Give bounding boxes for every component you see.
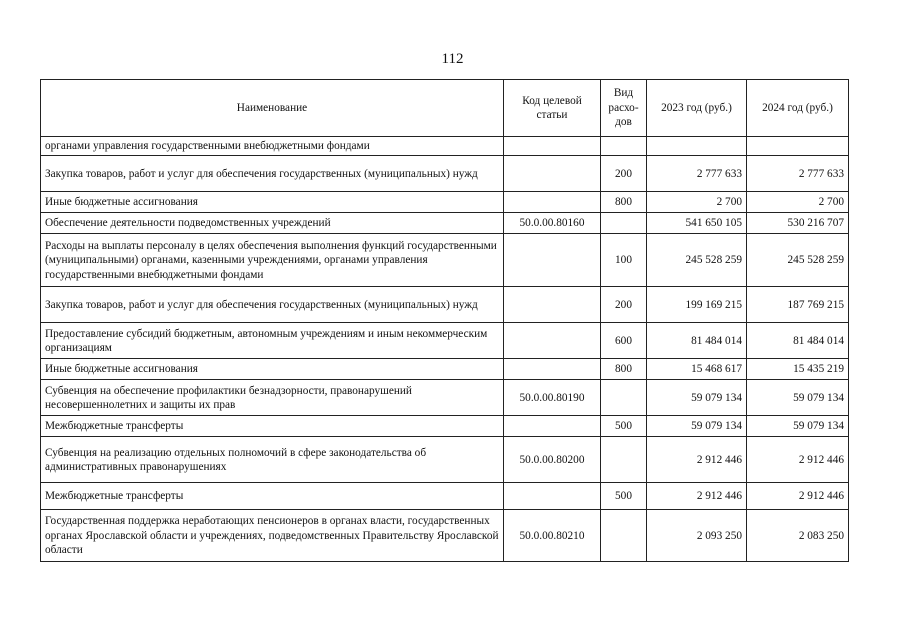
row-code-cell bbox=[504, 416, 601, 437]
row-name-cell: Иные бюджетные ассигнования bbox=[41, 359, 504, 380]
row-2024-cell: 2 083 250 bbox=[747, 510, 849, 562]
row-2023-cell: 59 079 134 bbox=[647, 380, 747, 416]
row-2024-cell bbox=[747, 137, 849, 156]
row-code-cell bbox=[504, 323, 601, 359]
row-2024-cell: 245 528 259 bbox=[747, 234, 849, 287]
row-2024-cell: 81 484 014 bbox=[747, 323, 849, 359]
header-name: Наименование bbox=[41, 80, 504, 137]
row-kind-cell: 800 bbox=[601, 192, 647, 213]
row-code-cell: 50.0.00.80210 bbox=[504, 510, 601, 562]
table-row bbox=[41, 213, 849, 234]
row-2024-cell: 2 700 bbox=[747, 192, 849, 213]
row-name-cell: Субвенция на обеспечение профилактики безнадзорности, правонарушений несовершеннолетних и защиты их прав bbox=[41, 380, 504, 416]
page-number: 112 bbox=[441, 51, 464, 67]
row-2023-cell: 2 700 bbox=[647, 192, 747, 213]
table-row bbox=[41, 510, 849, 562]
header-2024: 2024 год (руб.) bbox=[747, 80, 849, 137]
table-row bbox=[41, 137, 849, 156]
row-code-cell bbox=[504, 137, 601, 156]
row-kind-cell bbox=[601, 137, 647, 156]
table-row bbox=[41, 359, 849, 380]
row-code-cell: 50.0.00.80190 bbox=[504, 380, 601, 416]
row-code-cell bbox=[504, 287, 601, 323]
row-name-cell: Закупка товаров, работ и услуг для обеспечения государственных (муниципальных) нужд bbox=[41, 156, 504, 192]
row-2023-cell bbox=[647, 137, 747, 156]
row-name-cell: Предоставление субсидий бюджетным, автономным учреждениям и иным некоммерческим организациям bbox=[41, 323, 504, 359]
row-name-cell: Субвенция на реализацию отдельных полномочий в сфере законодательства об административных правонарушениях bbox=[41, 437, 504, 483]
row-kind-cell: 500 bbox=[601, 416, 647, 437]
row-2024-cell: 59 079 134 bbox=[747, 380, 849, 416]
row-code-cell bbox=[504, 483, 601, 510]
table-body bbox=[41, 137, 849, 562]
row-kind-cell bbox=[601, 380, 647, 416]
row-2023-cell: 2 912 446 bbox=[647, 437, 747, 483]
row-name-cell: органами управления государственными внебюджетными фондами bbox=[41, 137, 504, 156]
row-name-cell: Расходы на выплаты персоналу в целях обеспечения выполнения функций государственными (муниципальными) органами, казенными учреждениями, органами управления государственными внебюджетными фондами bbox=[41, 234, 504, 287]
row-code-cell bbox=[504, 234, 601, 287]
row-2023-cell: 245 528 259 bbox=[647, 234, 747, 287]
row-kind-cell bbox=[601, 510, 647, 562]
row-name-cell: Иные бюджетные ассигнования bbox=[41, 192, 504, 213]
header-code: Код целевой статьи bbox=[504, 80, 601, 137]
row-code-cell: 50.0.00.80200 bbox=[504, 437, 601, 483]
table-row bbox=[41, 234, 849, 287]
table-row bbox=[41, 192, 849, 213]
row-2024-cell: 15 435 219 bbox=[747, 359, 849, 380]
row-2023-cell: 81 484 014 bbox=[647, 323, 747, 359]
row-code-cell: 50.0.00.80160 bbox=[504, 213, 601, 234]
row-name-cell: Межбюджетные трансферты bbox=[41, 483, 504, 510]
row-2023-cell: 541 650 105 bbox=[647, 213, 747, 234]
row-2023-cell: 199 169 215 bbox=[647, 287, 747, 323]
row-code-cell bbox=[504, 359, 601, 380]
row-2023-cell: 2 912 446 bbox=[647, 483, 747, 510]
row-name-cell: Обеспечение деятельности подведомственных учреждений bbox=[41, 213, 504, 234]
table-row bbox=[41, 416, 849, 437]
row-kind-cell: 200 bbox=[601, 287, 647, 323]
row-kind-cell: 100 bbox=[601, 234, 647, 287]
row-2024-cell: 2 912 446 bbox=[747, 437, 849, 483]
row-2023-cell: 2 777 633 bbox=[647, 156, 747, 192]
table-row bbox=[41, 287, 849, 323]
row-2024-cell: 530 216 707 bbox=[747, 213, 849, 234]
budget-table bbox=[40, 79, 849, 562]
row-2024-cell: 2 912 446 bbox=[747, 483, 849, 510]
table-row bbox=[41, 380, 849, 416]
header-row bbox=[41, 80, 849, 137]
row-kind-cell: 500 bbox=[601, 483, 647, 510]
row-2023-cell: 2 093 250 bbox=[647, 510, 747, 562]
row-kind-cell: 800 bbox=[601, 359, 647, 380]
table-row bbox=[41, 437, 849, 483]
row-2024-cell: 59 079 134 bbox=[747, 416, 849, 437]
row-kind-cell bbox=[601, 213, 647, 234]
row-code-cell bbox=[504, 156, 601, 192]
row-kind-cell: 200 bbox=[601, 156, 647, 192]
header-2023: 2023 год (руб.) bbox=[647, 80, 747, 137]
row-name-cell: Закупка товаров, работ и услуг для обеспечения государственных (муниципальных) нужд bbox=[41, 287, 504, 323]
header-kind: Вид расхо-дов bbox=[601, 80, 647, 137]
table-row bbox=[41, 156, 849, 192]
row-2024-cell: 2 777 633 bbox=[747, 156, 849, 192]
row-2024-cell: 187 769 215 bbox=[747, 287, 849, 323]
table-row bbox=[41, 483, 849, 510]
table-row bbox=[41, 323, 849, 359]
row-kind-cell bbox=[601, 437, 647, 483]
row-code-cell bbox=[504, 192, 601, 213]
row-name-cell: Межбюджетные трансферты bbox=[41, 416, 504, 437]
row-2023-cell: 15 468 617 bbox=[647, 359, 747, 380]
row-name-cell: Государственная поддержка неработающих пенсионеров в органах власти, государственных органах Ярославской области и учреждениях, подведомственных Правительству Ярославской области bbox=[41, 510, 504, 562]
row-kind-cell: 600 bbox=[601, 323, 647, 359]
row-2023-cell: 59 079 134 bbox=[647, 416, 747, 437]
